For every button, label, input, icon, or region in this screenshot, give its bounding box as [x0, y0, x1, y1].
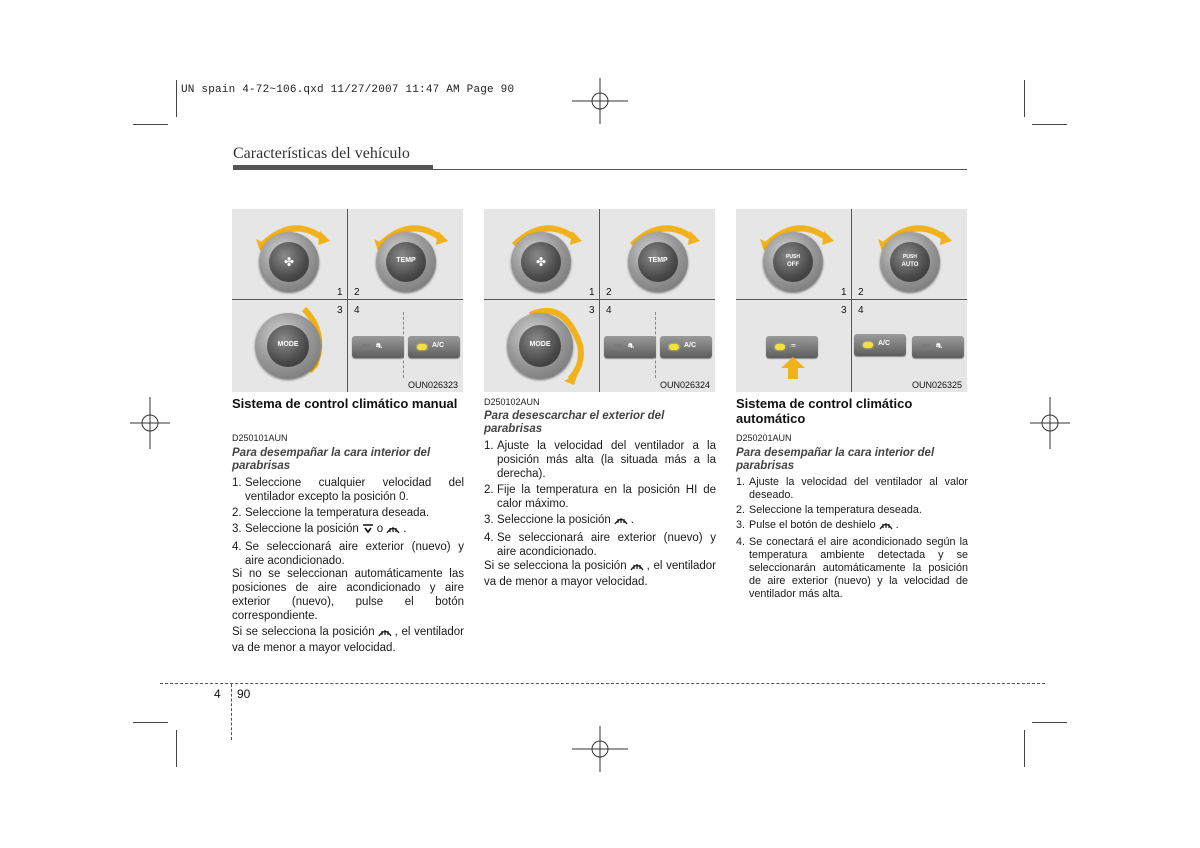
- figure-manual-defrost: ✤ TEMP 1 2 3 4 MODE ⛐ A/C OUN026324: [484, 209, 715, 392]
- list-item: 3. Seleccione la posición o .: [232, 522, 464, 538]
- fan-speed-knob[interactable]: [511, 232, 571, 292]
- page-number: 90: [237, 687, 251, 701]
- chapter-number: 4: [214, 687, 221, 701]
- fan-icon: ✤: [535, 255, 547, 269]
- title-rule: [233, 169, 967, 170]
- temp-knob[interactable]: PUSH AUTO: [880, 232, 940, 292]
- car-recirc-icon: ⛐: [628, 343, 635, 350]
- list-item: 2. Seleccione la temperatura deseada.: [232, 507, 430, 519]
- list-item: 2. Seleccione la temperatura deseada.: [736, 504, 922, 516]
- ac-button[interactable]: A/C: [408, 336, 460, 358]
- temp-knob[interactable]: TEMP: [628, 232, 688, 292]
- subheading: Para desescarchar el exterior del parabrisas: [484, 410, 665, 435]
- list-item: 1. Seleccione cualquier velocidad del ventilador excepto la posición 0.: [232, 477, 464, 503]
- floor-defrost-icon: [362, 523, 374, 538]
- paragraph: Si no se seleccionan automáticamente las posiciones de aire acondicionado y aire exterior (nuevo), pulse el botón correspondiente.: [232, 568, 464, 622]
- defog-button[interactable]: [766, 336, 818, 358]
- figure-code: OUN026325: [912, 380, 963, 390]
- fan-speed-knob[interactable]: PUSH OFF: [763, 232, 823, 292]
- registration-mark-right: [1030, 397, 1070, 449]
- footer-divider: [231, 684, 232, 740]
- list-item: 4. Se seleccionará aire exterior (nuevo) y aire acondicionado.: [232, 541, 464, 567]
- registration-mark-bottom: [572, 726, 628, 772]
- subheading: Para desempañar la cara interior del parabrisas: [232, 447, 431, 472]
- press-arrow-icon: [781, 357, 805, 379]
- temp-knob[interactable]: TEMP: [376, 232, 436, 292]
- mode-knob[interactable]: MODE: [255, 313, 321, 379]
- list-item: 3. Seleccione la posición .: [484, 513, 716, 529]
- list-item: 4. Se seleccionará aire exterior (nuevo) y aire acondicionado.: [484, 532, 716, 558]
- ac-button[interactable]: A/C: [660, 336, 712, 358]
- list-item: 3. Pulse el botón de deshielo .: [736, 519, 968, 534]
- figure-manual-defog: ✤ TEMP 1 2 3 4 MODE ⛐ A/C OUN026323: [232, 209, 463, 392]
- car-recirc-icon: ⛐: [936, 343, 943, 350]
- steps-list: [484, 439, 716, 561]
- paragraph: Si se selecciona la posición , el ventilador va de menor a mayor velocidad.: [232, 626, 464, 654]
- recirculation-button[interactable]: [352, 336, 404, 358]
- section-title: Características del vehículo: [233, 145, 410, 162]
- paragraph: Si se selecciona la posición , el ventilador va de menor a mayor velocidad.: [484, 560, 716, 588]
- recirculation-button[interactable]: [912, 336, 964, 358]
- defog-icon: ♒: [790, 343, 797, 350]
- defrost-icon: [614, 514, 628, 529]
- heading-manual-climate: Sistema de control climático manual: [232, 396, 458, 411]
- list-item: 4. Se conectará el aire acondicionado según la temperatura ambiente detectada y se seleccionarán automáticamente la posición de aire exterior (nuevo) y la velocidad de ventilador más alta.: [736, 536, 968, 600]
- ref-code: D250101AUN: [232, 433, 288, 443]
- registration-mark-top: [572, 78, 628, 124]
- figure-code: OUN026324: [660, 380, 711, 390]
- recirculation-button[interactable]: [604, 336, 656, 358]
- list-item: 1. Ajuste la velocidad del ventilador al valor deseado.: [736, 476, 968, 501]
- fan-speed-knob[interactable]: [259, 232, 319, 292]
- fan-icon: ✤: [283, 255, 295, 269]
- figure-code: OUN026323: [408, 380, 459, 390]
- registration-mark-left: [130, 397, 170, 449]
- car-recirc-icon: ⛐: [376, 343, 383, 350]
- defrost-icon: [386, 523, 400, 538]
- ref-code: D250201AUN: [736, 433, 792, 443]
- ref-code: D250102AUN: [484, 397, 540, 407]
- defrost-icon: [879, 519, 893, 534]
- steps-list: [736, 476, 968, 603]
- footer-rule: [160, 683, 1045, 684]
- defrost-icon: [630, 560, 644, 575]
- list-item: 1. Ajuste la velocidad del ventilador a la posición más alta (la situada más a la derecha).: [484, 440, 716, 480]
- print-slug: UN spain 4-72~106.qxd 11/27/2007 11:47 AM Page 90: [181, 84, 515, 96]
- mode-knob[interactable]: MODE: [507, 313, 573, 379]
- heading-auto-climate: Sistema de control climático automático: [736, 396, 913, 426]
- figure-auto-defog: PUSH OFF PUSH AUTO 1 2 3 4 ♒ A/C ⛐ OUN026325: [736, 209, 967, 392]
- defrost-icon: [378, 626, 392, 641]
- subheading: Para desempañar la cara interior del parabrisas: [736, 447, 935, 472]
- steps-list: [232, 476, 464, 570]
- list-item: 2. Fije la temperatura en la posición HI de calor máximo.: [484, 484, 716, 510]
- ac-button[interactable]: A/C: [854, 334, 906, 356]
